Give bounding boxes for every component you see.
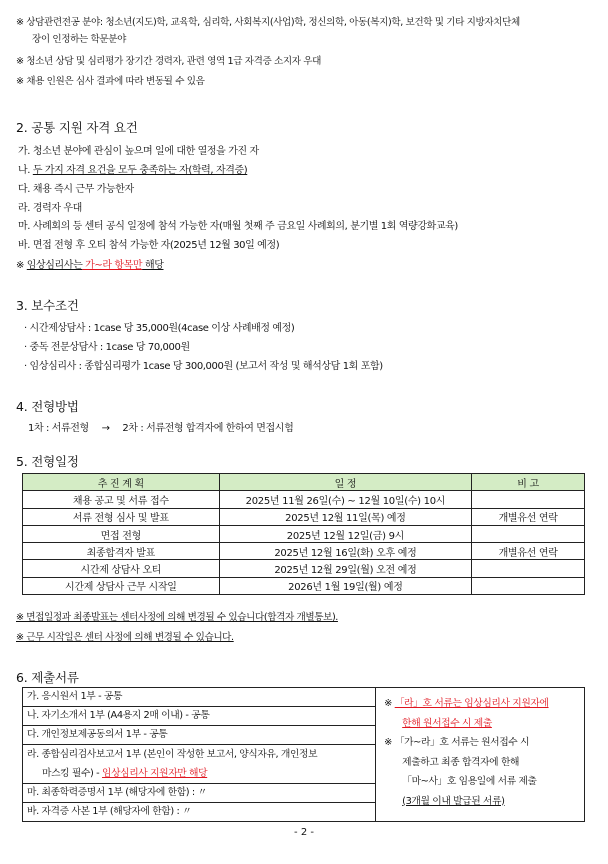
schedule-header-remark: 비 고 <box>472 474 585 491</box>
doc-note-submit-line4: (3개월 이내 발급된 서류) <box>402 795 505 807</box>
req-note <box>16 256 163 271</box>
schedule-cell-remark: 개별유선 연락 <box>472 543 585 560</box>
doc-item-education-cert: 마. 최종학력증명서 1부 (해당자에 한함) : 〃 <box>23 784 375 803</box>
note-major-fields-cont: 장이 인정하는 학문분야 <box>32 34 126 45</box>
screening-step1: 1차 : 서류전형 <box>28 423 89 434</box>
schedule-cell-date: 2025년 12월 29일(월) 오전 예정 <box>219 560 472 577</box>
schedule-cell-remark <box>472 560 585 577</box>
doc-note-ra-line1 <box>384 694 584 714</box>
schedule-cell-date: 2025년 12월 12일(금) 9시 <box>219 525 472 542</box>
doc-item-self-intro: 나. 자기소개서 1부 (A4용지 2매 이내) - 공통 <box>23 707 375 726</box>
schedule-cell-date: 2025년 12월 16일(화) 오후 예정 <box>219 543 472 560</box>
section6-title: 6. 제출서류 <box>16 670 79 685</box>
section2-title: 2. 공통 지원 자격 요건 <box>16 120 138 135</box>
schedule-cell-remark: 개별유선 연락 <box>472 508 585 525</box>
req-item-da: 다. 채용 즉시 근무 가능한자 <box>18 184 134 195</box>
req-note-c: 해당 <box>142 260 164 271</box>
table-row <box>23 508 585 525</box>
doc-note-ra-line2: 한해 원서접수 시 제출 <box>402 717 492 729</box>
req-note-b: 가~라 항목만 <box>82 260 143 271</box>
req-item-ga: 가. 청소년 분야에 관심이 높으며 일에 대한 열정을 가진 자 <box>18 146 259 157</box>
arrow-right-icon: → <box>101 423 110 434</box>
schedule-cell-date: 2026년 1월 19일(월) 예정 <box>219 577 472 594</box>
documents-list-cell <box>23 688 376 822</box>
schedule-cell-remark <box>472 491 585 508</box>
req-note-prefix: ※ <box>16 260 27 271</box>
doc-item-license-copy: 바. 자격증 사본 1부 (해당자에 한함) : 〃 <box>27 806 192 817</box>
documents-table <box>22 687 585 822</box>
schedule-header-date: 일 정 <box>219 474 472 491</box>
schedule-cell-plan: 채용 공고 및 서류 접수 <box>23 491 220 508</box>
table-row <box>23 577 585 594</box>
doc-item-psych-report-line1: 라. 종합심리검사보고서 1부 (본인이 작성한 보고서, 양식자유, 개인정보 <box>27 749 318 760</box>
schedule-cell-plan: 서류 전형 심사 및 발표 <box>23 508 220 525</box>
pay-item-addiction: · 중독 전문상담사 : 1case 당 70,000원 <box>24 342 190 353</box>
note-headcount: ※ 채용 인원은 심사 결과에 따라 변동될 수 있음 <box>16 76 205 87</box>
pay-item-parttime: · 시간제상담사 : 1case 당 35,000원(4case 이상 사례배정 예정) <box>24 323 295 334</box>
note-preference: ※ 청소년 상담 및 심리평가 장기간 경력자, 관련 영역 1급 자격증 소지자 우대 <box>16 56 321 67</box>
screening-steps <box>28 419 293 434</box>
screening-step2: 2차 : 서류전형 합격자에 한하여 면접시험 <box>122 423 294 434</box>
section5-title: 5. 전형일정 <box>16 454 79 469</box>
schedule-cell-remark <box>472 525 585 542</box>
schedule-note-start: ※ 근무 시작일은 센터 사정에 의해 변경될 수 있습니다. <box>16 632 234 643</box>
doc-note-submit-line1: ※ 「가~라」호 서류는 원서접수 시 <box>384 737 530 748</box>
schedule-cell-plan: 면접 전형 <box>23 525 220 542</box>
doc-item-psych-report-red: 임상심리사 지원자만 해당 <box>102 768 208 779</box>
req-item-na-underlined: 두 가지 자격 요건을 모두 충족하는 자(학력, 자격증) <box>32 165 248 176</box>
doc-item-psych-report-pre: 마스킹 필수) - <box>42 768 103 779</box>
schedule-cell-remark <box>472 577 585 594</box>
schedule-cell-plan: 시간제 상담사 근무 시작일 <box>23 577 220 594</box>
doc-item-application: 가. 응시원서 1부 - 공통 <box>23 688 375 707</box>
schedule-cell-plan: 최종합격자 발표 <box>23 543 220 560</box>
req-item-ma: 마. 사례회의 등 센터 공식 일정에 참석 가능한 자(매월 첫째 주 금요일 사례회의, 분기별 1회 역량강화교육) <box>18 221 458 232</box>
doc-item-psych-report-line2 <box>27 764 375 783</box>
table-row <box>23 543 585 560</box>
doc-note-ra-red1: 「라」호 서류는 임상심리사 지원자에 <box>394 698 549 709</box>
req-item-na <box>18 161 247 176</box>
schedule-header-plan: 추 진 계 획 <box>23 474 220 491</box>
req-item-ra: 라. 경력자 우대 <box>18 203 82 214</box>
section4-title: 4. 전형방법 <box>16 399 79 414</box>
table-row <box>23 560 585 577</box>
section3-title: 3. 보수조건 <box>16 298 79 313</box>
schedule-cell-date: 2025년 12월 11일(목) 예정 <box>219 508 472 525</box>
note-major-fields: ※ 상담관련전공 분야: 청소년(지도)학, 교육학, 심리학, 사회복지(사업)학, 정신의학, 아동(복지)학, 보건학 및 기타 지방자치단체 <box>16 17 520 28</box>
schedule-table <box>22 473 585 595</box>
req-note-a: 임상심리사는 <box>26 260 83 271</box>
schedule-note-change: ※ 면접일정과 최종발표는 센터사정에 의해 변경될 수 있습니다(합격자 개별통보). <box>16 612 338 623</box>
schedule-header-row <box>23 474 585 491</box>
doc-note-submit-line2: 제출하고 최종 합격자에 한해 <box>402 756 520 768</box>
page-number: - 2 - <box>294 827 314 838</box>
table-row <box>23 525 585 542</box>
doc-note-submit-line3: 「마~사」호 임용일에 서류 제출 <box>402 776 537 787</box>
doc-item-psych-report <box>23 745 375 784</box>
doc-note-ra-prefix: ※ <box>384 698 395 709</box>
pay-item-clinical: · 임상심리사 : 종합심리평가 1case 당 300,000원 (보고서 작성 및 해석상담 1회 포함) <box>24 361 383 372</box>
schedule-cell-plan: 시간제 상담사 오티 <box>23 560 220 577</box>
req-item-ba: 바. 면접 전형 후 오티 참석 가능한 자(2025년 12월 30일 예정) <box>18 240 280 251</box>
doc-item-privacy-consent: 다. 개인정보제공동의서 1부 - 공통 <box>23 726 375 745</box>
documents-note-cell <box>376 688 585 822</box>
schedule-cell-date: 2025년 11월 26일(수) ~ 12월 10일(수) 10시 <box>219 491 472 508</box>
req-item-na-prefix: 나. <box>18 165 33 176</box>
table-row <box>23 491 585 508</box>
